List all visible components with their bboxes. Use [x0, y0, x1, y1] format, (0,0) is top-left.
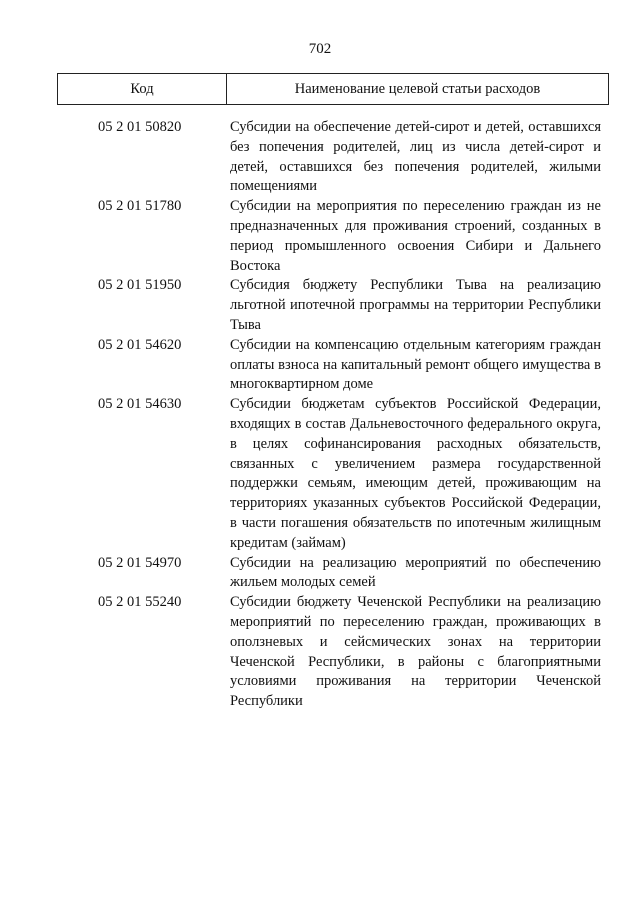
- table-body: [0, 118, 640, 712]
- row-code: 05 2 01 55240: [98, 594, 182, 611]
- table-row: [0, 118, 640, 197]
- row-description: Субсидии на реализацию мероприятий по обеспечению жильем молодых семей: [230, 554, 601, 591]
- row-code: 05 2 01 54630: [98, 396, 182, 413]
- row-description: Субсидии бюджетам субъектов Российской Федерации, входящих в состав Дальневосточного федерального округа, в целях софинансирования расходных обязательств, связанных с увеличением размера государственной поддержки семьям, имеющим детей, проживающим на территориях указанных субъектов Российской Федерации, в части погашения обязательств по ипотечным жилищным кредитам (займам): [230, 396, 601, 551]
- table-row: [0, 276, 640, 335]
- row-code: 05 2 01 51950: [98, 277, 182, 294]
- row-code: 05 2 01 54620: [98, 336, 182, 353]
- table-row: [0, 554, 640, 594]
- row-description: Субсидия бюджету Республики Тыва на реализацию льготной ипотечной программы на территории Республики Тыва: [230, 277, 601, 333]
- page-number: 702: [308, 41, 332, 57]
- table-header: [57, 73, 609, 105]
- header-code-cell: Код: [58, 74, 227, 104]
- row-code: 05 2 01 51780: [98, 198, 182, 215]
- table-row: [0, 336, 640, 395]
- header-name-cell: Наименование целевой статьи расходов: [294, 80, 541, 97]
- row-description: Субсидии на мероприятия по переселению граждан из не предназначенных для проживания строений, созданных в период промышленного освоения Сибири и Дальнего Востока: [230, 198, 601, 274]
- table-row: [0, 197, 640, 276]
- row-description: Субсидии бюджету Чеченской Республики на реализацию мероприятий по переселению граждан, проживающих в оползневых и сейсмических зонах на территории Чеченской Республики, в районы с благоприятными условиями проживания на территории Чеченской Республики: [230, 594, 601, 710]
- row-code: 05 2 01 50820: [98, 119, 182, 135]
- table-row: [0, 593, 640, 712]
- row-description: Субсидии на обеспечение детей-сирот и детей, оставшихся без попечения родителей, лиц из числа детей-сирот и детей, оставшихся без попечения родителей, жилыми помещениями: [230, 119, 601, 195]
- row-description: Субсидии на компенсацию отдельным категориям граждан оплаты взноса на капитальный ремонт общего имущества в многоквартирном доме: [230, 336, 601, 393]
- table-row: [0, 395, 640, 553]
- row-code: 05 2 01 54970: [98, 554, 182, 571]
